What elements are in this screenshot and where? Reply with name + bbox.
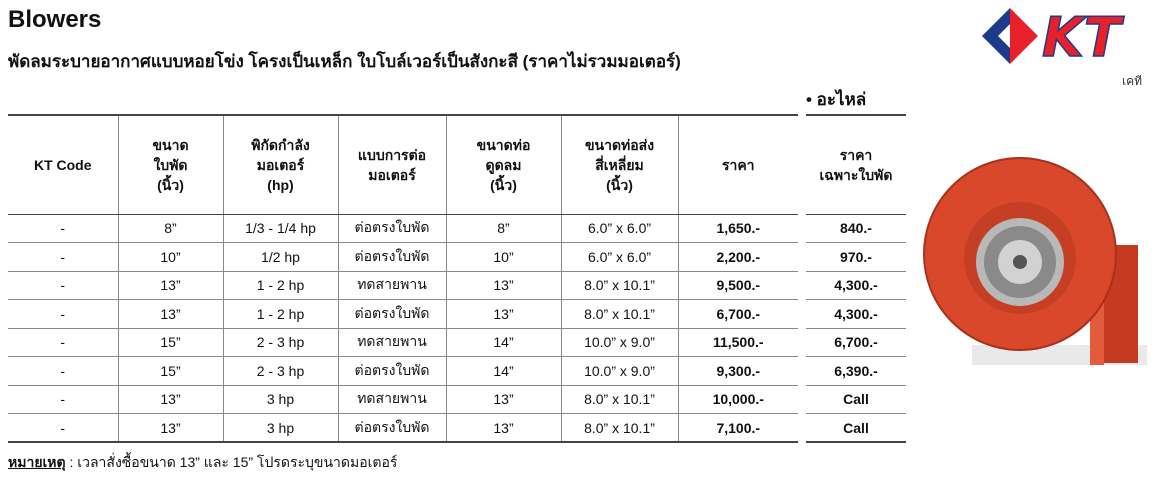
cell-code: - — [8, 214, 118, 243]
cell-size: 10” — [118, 243, 223, 272]
cell-inlet: 10” — [446, 243, 561, 272]
cell-outlet: 8.0” x 10.1” — [561, 300, 678, 329]
cell-code: - — [8, 271, 118, 300]
cell-inlet: 13” — [446, 414, 561, 443]
table-row — [8, 357, 798, 386]
cell-size: 13” — [118, 414, 223, 443]
cell-size: 8” — [118, 214, 223, 243]
spare-header-row — [806, 115, 906, 214]
cell-price: 2,200.- — [678, 243, 798, 272]
spare-row — [806, 300, 906, 329]
cell-price: 7,100.- — [678, 414, 798, 443]
cell-spare-price: Call — [806, 385, 906, 414]
cell-conn: ทดสายพาน — [338, 328, 446, 357]
cell-outlet: 8.0” x 10.1” — [561, 414, 678, 443]
column-header: แบบการต่อ มอเตอร์ — [338, 115, 446, 214]
spare-price-table — [806, 114, 906, 443]
cell-code: - — [8, 357, 118, 386]
cell-outlet: 6.0” x 6.0” — [561, 214, 678, 243]
cell-outlet: 6.0” x 6.0” — [561, 243, 678, 272]
page-title: Blowers — [8, 6, 102, 33]
footnote — [8, 452, 397, 474]
cell-price: 9,300.- — [678, 357, 798, 386]
page-subtitle: พัดลมระบายอากาศแบบหอยโข่ง โครงเป็นเหล็ก ใบโบล์เวอร์เป็นสังกะสี (ราคาไม่รวมมอเตอร์) — [8, 52, 681, 71]
spare-row — [806, 243, 906, 272]
cell-spare-price: 840.- — [806, 214, 906, 243]
blower-fan-icon — [922, 150, 1154, 390]
cell-inlet: 13” — [446, 385, 561, 414]
cell-spare-price: 4,300.- — [806, 300, 906, 329]
table-row — [8, 271, 798, 300]
cell-hp: 1/3 - 1/4 hp — [223, 214, 338, 243]
cell-code: - — [8, 328, 118, 357]
cell-size: 15” — [118, 328, 223, 357]
column-header: KT Code — [8, 115, 118, 214]
cell-hp: 2 - 3 hp — [223, 328, 338, 357]
footnote-label: หมายเหตุ — [8, 454, 66, 470]
column-header: พิกัดกำลัง มอเตอร์ (hp) — [223, 115, 338, 214]
column-header: ขนาดท่อส่ง สี่เหลี่ยม (นิ้ว) — [561, 115, 678, 214]
cell-price: 9,500.- — [678, 271, 798, 300]
column-header: ขนาดท่อ ดูดลม (นิ้ว) — [446, 115, 561, 214]
cell-spare-price: Call — [806, 414, 906, 443]
cell-hp: 3 hp — [223, 414, 338, 443]
cell-inlet: 8” — [446, 214, 561, 243]
cell-code: - — [8, 243, 118, 272]
spare-row — [806, 385, 906, 414]
cell-size: 13” — [118, 300, 223, 329]
cell-hp: 2 - 3 hp — [223, 357, 338, 386]
cell-hp: 1/2 hp — [223, 243, 338, 272]
cell-conn: ทดสายพาน — [338, 271, 446, 300]
cell-code: - — [8, 414, 118, 443]
spare-row — [806, 357, 906, 386]
cell-price: 1,650.- — [678, 214, 798, 243]
spare-header-cell: ราคา เฉพาะใบพัด — [806, 115, 906, 214]
logo-subtext: เคที — [1122, 74, 1143, 88]
column-header: ราคา — [678, 115, 798, 214]
cell-inlet: 13” — [446, 271, 561, 300]
cell-price: 10,000.- — [678, 385, 798, 414]
cell-conn: ต่อตรงใบพัด — [338, 300, 446, 329]
cell-price: 6,700.- — [678, 300, 798, 329]
cell-outlet: 10.0” x 9.0” — [561, 357, 678, 386]
table-row — [8, 385, 798, 414]
cell-spare-price: 6,390.- — [806, 357, 906, 386]
table-row — [8, 414, 798, 443]
cell-conn: ต่อตรงใบพัด — [338, 357, 446, 386]
cell-outlet: 8.0” x 10.1” — [561, 271, 678, 300]
table-row — [8, 243, 798, 272]
cell-inlet: 13” — [446, 300, 561, 329]
table-row — [8, 300, 798, 329]
cell-size: 13” — [118, 271, 223, 300]
footnote-text: : เวลาสั่งซื้อขนาด 13” และ 15” โปรดระบุขนาดมอเตอร์ — [65, 454, 398, 470]
cell-conn: ต่อตรงใบพัด — [338, 243, 446, 272]
kt-logo-icon — [982, 8, 1152, 64]
cell-spare-price: 4,300.- — [806, 271, 906, 300]
spare-row — [806, 271, 906, 300]
spare-row — [806, 214, 906, 243]
cell-spare-price: 6,700.- — [806, 328, 906, 357]
cell-size: 13” — [118, 385, 223, 414]
cell-inlet: 14” — [446, 328, 561, 357]
cell-conn: ทดสายพาน — [338, 385, 446, 414]
cell-size: 15” — [118, 357, 223, 386]
cell-conn: ต่อตรงใบพัด — [338, 414, 446, 443]
cell-price: 11,500.- — [678, 328, 798, 357]
spare-row — [806, 414, 906, 443]
cell-outlet: 10.0” x 9.0” — [561, 328, 678, 357]
cell-spare-price: 970.- — [806, 243, 906, 272]
cell-code: - — [8, 385, 118, 414]
table-header-row — [8, 115, 798, 214]
cell-conn: ต่อตรงใบพัด — [338, 214, 446, 243]
cell-inlet: 14” — [446, 357, 561, 386]
spare-parts-heading: • อะไหล่ — [806, 90, 867, 109]
table-row — [8, 328, 798, 357]
logo-text: KT — [1042, 8, 1121, 64]
blower-price-table — [8, 114, 798, 443]
table-row — [8, 214, 798, 243]
cell-hp: 1 - 2 hp — [223, 271, 338, 300]
cell-code: - — [8, 300, 118, 329]
cell-hp: 1 - 2 hp — [223, 300, 338, 329]
cell-hp: 3 hp — [223, 385, 338, 414]
spare-row — [806, 328, 906, 357]
cell-outlet: 8.0” x 10.1” — [561, 385, 678, 414]
column-header: ขนาด ใบพัด (นิ้ว) — [118, 115, 223, 214]
